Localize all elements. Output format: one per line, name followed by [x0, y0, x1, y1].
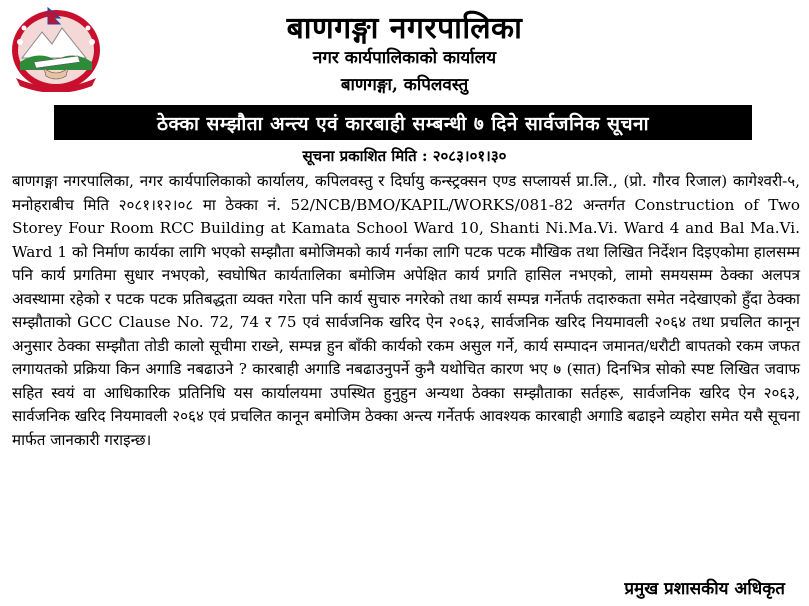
publish-date: सूचना प्रकाशित मिति : २०८३।०१।३० [302, 147, 507, 165]
notice-title: ठेक्का सम्झौता अन्त्य एवं कारबाही सम्बन्धी ७ दिने सार्वजनिक सूचना [156, 112, 650, 135]
notice-body: बाणगङ्गा नगरपालिका, नगर कार्यपालिकाको कार्यालय, कपिलवस्तु र दिर्घायु कन्स्ट्रक्सन एण्ड सप्लायर्स प्रा.लि., (प्रो. गौरव रिजाल) कागेश्वरी-५, मनोहराबीच मिति २०८१।१२।०८ मा ठेक्का नं. 52/NCB/BMO/KAPIL/WORKS/081-82 अन्तर्गत Construction of Two Storey Four Room RCC Building at Kamata School Ward 10, Shanti Ni.Ma.Vi. Ward 4 and Bal Ma.Vi. Ward 1 को निर्माण कार्यका लागि भएको सम्झौता बमोजिमको कार्य गर्नका लागि पटक पटक मौखिक तथा लिखित निर्देशन दिइएकोमा हालसम्म पनि कार्य प्रगतिमा सुधार नभएको, स्वघोषित कार्यतालिका बमोजिम अपेक्षित कार्य प्रगति हासिल नभएको, लामो समयसम्म ठेक्का अलपत्र अवस्थामा रहेको र पटक पटक प्रतिबद्धता व्यक्त गरेता पनि कार्य सुचारु नगरेको तथा कार्य सम्पन्न गर्नेतर्फ तदारुकता समेत नदेखाएको हुँदा ठेक्का सम्झौताको GCC Clause No. 72, 74 र 75 एवं सार्वजनिक खरिद ऐन २०६३, सार्वजनिक खरिद नियमावली २०६४ तथा प्रचलित कानून अनुसार ठेक्का सम्झौता तोडी कालो सूचीमा राख्ने, सम्पन्न हुन बाँकी कार्यको रकम असुल गर्ने, कार्य सम्पादन जमानत/धरौटी बापतको रकम जफत लगायतको प्रक्रिया किन अगाडि नबढाउने ? कारबाही अगाडि नबढाउनुपर्ने कुनै यथोचित कारण भए ७ (सात) दिनभित्र सोको स्पष्ट लिखित जवाफ सहित स्वयं वा आधिकारिक प्रतिनिधि यस कार्यालयमा उपस्थित हुनुहुन अन्यथा ठेक्का सम्झौताका सर्तहरू, सार्वजनिक खरिद ऐन २०६३, सार्वजनिक खरिद नियमावली २०६४ एवं प्रचलित कानून बमोजिम ठेक्का अन्त्य गर्नेतर्फ आवश्यक कारबाही अगाडि बढाइने व्यहोरा समेत यसै सूचना मार्फत जानकारी गराइन्छ। [12, 172, 801, 449]
municipality-name: बाणगङ्गा नगरपालिका [286, 11, 523, 46]
signature-title: प्रमुख प्रशासकीय अधिकृत [624, 579, 785, 599]
notice-title-banner [54, 105, 752, 140]
office-name: नगर कार्यपालिकाको कार्यालय [312, 48, 497, 68]
office-location: बाणगङ्गा, कपिलवस्तु [340, 75, 469, 95]
